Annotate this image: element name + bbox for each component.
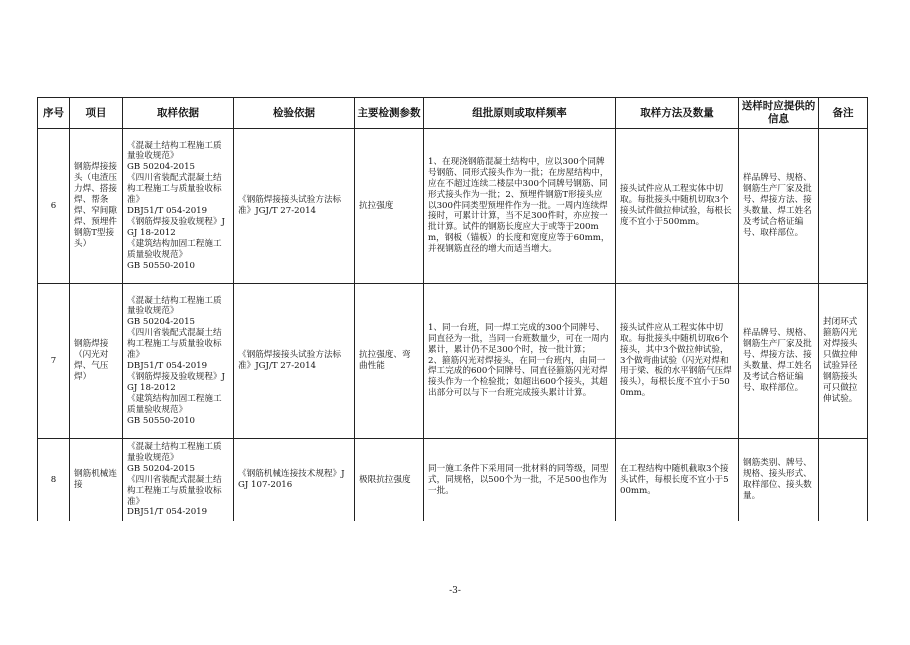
row-remark bbox=[819, 439, 868, 522]
basis-line: DBJ51/T 054-2019 bbox=[127, 361, 208, 371]
row-info: 钢筋类别、牌号、规格、接头形式、取样部位、接头数量。 bbox=[739, 439, 819, 522]
basis-line: 《四川省装配式混凝土结构工程施工与质量验收标准》 bbox=[127, 474, 222, 507]
row-params: 极限抗拉强度 bbox=[355, 439, 424, 522]
header-method: 取样方法及数量 bbox=[616, 98, 739, 129]
basis-line: DBJ51/T 054-2019 bbox=[127, 206, 208, 216]
basis-line: GB 50550-2010 bbox=[127, 260, 196, 271]
basis-line: 《四川省装配式混凝土结构工程施工与质量验收标准》 bbox=[127, 328, 222, 361]
basis-line: 《混凝土结构工程施工质量验收规范》 bbox=[127, 140, 222, 162]
basis-line: 《钢筋焊接及验收规程》JGJ 18-2012 bbox=[127, 216, 225, 238]
row-params: 抗拉强度 bbox=[355, 129, 424, 284]
row-remark: 封闭环式箍筋闪光对焊接头只做拉伸试验异径钢筋接头可只做拉伸试验。 bbox=[819, 284, 868, 439]
row-batch bbox=[424, 439, 616, 522]
basis-line: 《混凝土结构工程施工质量验收规范》 bbox=[127, 442, 222, 463]
basis-line: GB 50204-2015 bbox=[127, 162, 196, 173]
header-row bbox=[38, 98, 868, 129]
row-test-basis: 《钢筋焊接接头试验方法标准》JGJ/T 27-2014 bbox=[234, 284, 355, 439]
header-info: 送样时应提供的信息 bbox=[739, 98, 819, 129]
row-info: 样品牌号、规格、钢筋生产厂家及批号、焊接方法、接头数量、焊工姓名及考试合格证编号、取样部位。 bbox=[739, 284, 819, 439]
basis-line: 《建筑结构加固工程施工质量验收规范》 bbox=[127, 238, 222, 260]
batch-paragraph: 1、同一台班，同一焊工完成的300个同牌号、同直径为一批，当同一台班数量少，可在一周内累计，累计仍不足300个时，按一批计算； bbox=[428, 322, 609, 355]
table-row bbox=[38, 129, 868, 284]
row-params: 抗拉强度、弯曲性能 bbox=[355, 284, 424, 439]
row-number: 8 bbox=[38, 439, 70, 522]
header-batch: 组批原则或取样频率 bbox=[424, 98, 616, 129]
header-test-basis: 检验依据 bbox=[234, 98, 355, 129]
page-number: -3- bbox=[449, 586, 461, 596]
table-row bbox=[38, 284, 868, 439]
batch-paragraph: 2、箍筋闪光对焊接头，在同一台班内，由同一焊工完成的600个同牌号、同直径箍筋闪光对焊接头作为一个检验批；如超出600个接头，其超出部分可以与下一台班完成接头累计计算。 bbox=[428, 355, 608, 399]
row-sampling-basis bbox=[123, 284, 234, 439]
basis-line: 《建筑结构加固工程施工质量验收规范》 bbox=[127, 393, 222, 415]
batch-paragraph: 1、在现浇钢筋混凝土结构中，应以300个同牌号钢筋、同形式接头作为一批；在房屋结构中，应在不超过连续二楼层中300个同牌号钢筋、同形式接头作为一批；2、预埋件钢筋T形接头应以300件同类型预埋件作为一批。一周内连续焊接时，可累计计算，当不足300件时，亦应按一批计算。试件的钢筋长度应大于或等于200mm，钢板（锚板）的长度和宽度应等于60mm，并视钢筋直径的增大而适当增大。 bbox=[428, 156, 610, 255]
row-method: 接头试件应从工程实体中切取。每批接头中随机切取6个接头，其中3个做拉伸试验，3个做弯曲试验（闪光对焊和用于梁、板的水平钢筋气压焊接头），每根长度不宜小于500mm。 bbox=[616, 284, 739, 439]
basis-line: 《混凝土结构工程施工质量验收规范》 bbox=[127, 295, 222, 317]
row-method: 在工程结构中随机截取3个接头试件，每根长度不宜小于500mm。 bbox=[616, 439, 739, 522]
row-test-basis: 《钢筋机械连接技术规程》JGJ 107-2016 bbox=[234, 439, 355, 522]
header-item: 项目 bbox=[70, 98, 123, 129]
row-number: 6 bbox=[38, 129, 70, 284]
row-item: 钢筋机械连接 bbox=[70, 439, 123, 522]
row-number: 7 bbox=[38, 284, 70, 439]
row-item: 钢筋焊接接头（电渣压力焊、搭接焊、帮条焊、窄间隙焊、预埋件钢筋T型接头） bbox=[70, 129, 123, 284]
basis-line: DBJ51/T 054-2019 bbox=[127, 507, 208, 518]
batch-paragraph: 同一施工条件下采用同一批材料的同等级，同型式，同规格，以500个为一批，不足500也作为一批。 bbox=[428, 463, 609, 496]
basis-line: GB 50550-2010 bbox=[127, 415, 196, 426]
row-remark bbox=[819, 129, 868, 284]
header-sampling-basis: 取样依据 bbox=[123, 98, 234, 129]
row-batch bbox=[424, 129, 616, 284]
basis-line: GB 50204-2015 bbox=[127, 463, 196, 474]
header-no: 序号 bbox=[38, 98, 70, 129]
row-method: 接头试件应从工程实体中切取。每批接头中随机切取3个接头试件做拉伸试验，每根长度不宜小于500mm。 bbox=[616, 129, 739, 284]
basis-line: GB 50204-2015 bbox=[127, 317, 196, 328]
basis-line: 《钢筋焊接及验收规程》JGJ 18-2012 bbox=[127, 371, 225, 393]
row-sampling-basis bbox=[123, 439, 234, 522]
inspection-table bbox=[37, 97, 868, 521]
basis-line: 《四川省装配式混凝土结构工程施工与质量验收标准》 bbox=[127, 173, 222, 206]
row-item: 钢筋焊接（闪光对焊、气压焊） bbox=[70, 284, 123, 439]
header-params: 主要检测参数 bbox=[355, 98, 424, 129]
header-remark: 备注 bbox=[819, 98, 868, 129]
row-sampling-basis bbox=[123, 129, 234, 284]
row-batch bbox=[424, 284, 616, 439]
row-test-basis: 《钢筋焊接接头试验方法标准》JGJ/T 27-2014 bbox=[234, 129, 355, 284]
table-row bbox=[38, 439, 868, 522]
row-info: 样品牌号、规格、钢筋生产厂家及批号、焊接方法、接头数量、焊工姓名及考试合格证编号、取样部位。 bbox=[739, 129, 819, 284]
